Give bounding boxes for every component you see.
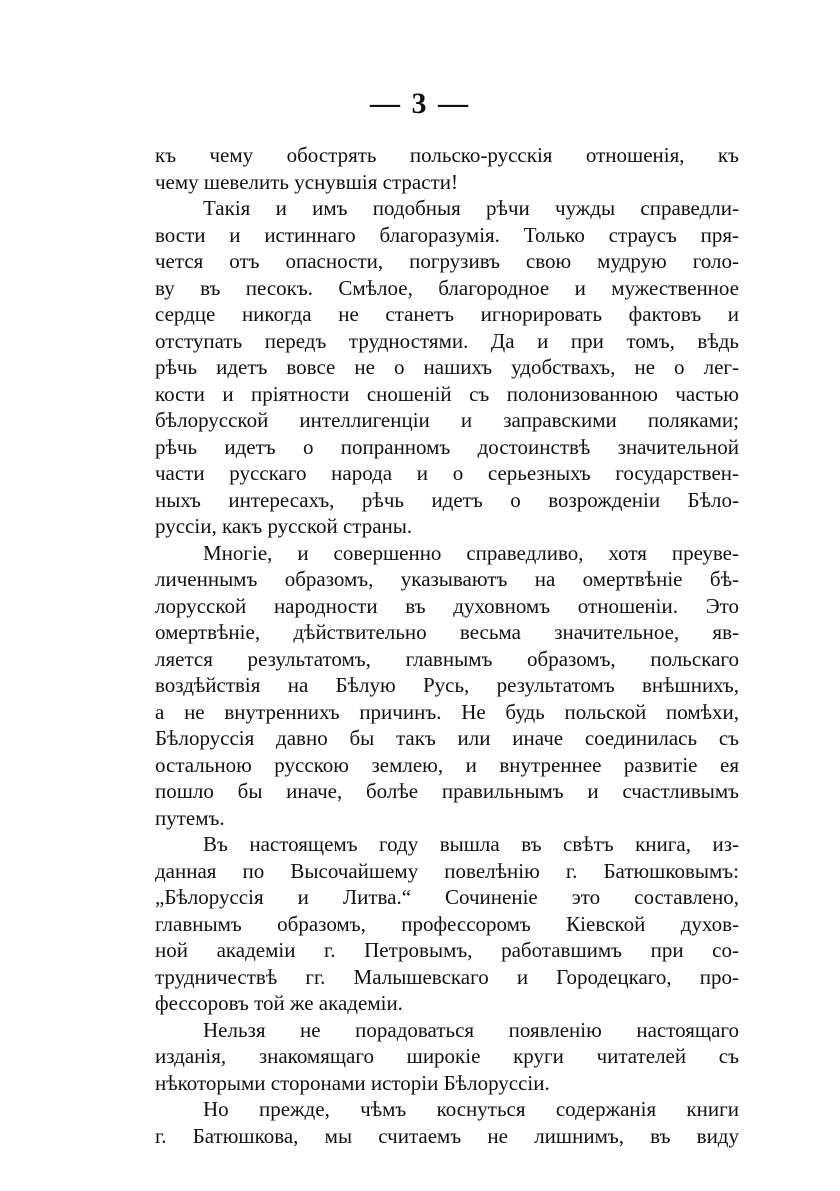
- text-line: нѣкоторыми сторонами исторіи Бѣлоруссіи.: [155, 1070, 550, 1095]
- text-line: изданія, знакомящаго широкіе круги читателей съ: [155, 1044, 739, 1068]
- text-line: къ чему обострять польско-русскія отношенія, къ: [155, 143, 739, 167]
- text-line: вости и истиннаго благоразумія. Только страусъ пря-: [155, 222, 739, 247]
- text-line: рѣчь идетъ о попранномъ достоинствѣ значительной: [155, 434, 739, 459]
- text-line: ляется результатомъ, главнымъ образомъ, польскаго: [155, 646, 739, 671]
- paragraph-start-line: Такія и имъ подобныя рѣчи чужды справедли-: [203, 196, 739, 220]
- text-line: части русскаго народа и о серьезныхъ государствен-: [155, 461, 739, 485]
- text-line: ву въ песокъ. Смѣлое, благородное и мужественное: [155, 275, 739, 300]
- text-line: главнымъ образомъ, профессоромъ Кіевской духов-: [155, 911, 739, 936]
- text-line: сердце никогда не станетъ игнорировать фактовъ и: [155, 302, 739, 326]
- text-line: ной академіи г. Петровымъ, работавшимъ при со-: [155, 938, 739, 962]
- text-line: чется отъ опасности, погрузивъ свою мудрую голо-: [155, 249, 739, 273]
- paragraph-start-line: Нельзя не порадоваться появленію настоящаго: [203, 1017, 739, 1042]
- text-line: кости и пріятности сношеній съ полонизованною частью: [155, 381, 739, 406]
- text-line: отступать передъ трудностями. Да и при томъ, вѣдь: [155, 328, 739, 353]
- text-line: лорусской народности въ духовномъ отношеніи. Это: [155, 593, 739, 618]
- text-line: бѣлорусской интеллигенціи и заправскими поляками;: [155, 408, 739, 432]
- text-line: рѣчь идетъ вовсе не о нашихъ удобствахъ, не о лег-: [155, 355, 739, 379]
- text-line: трудничествѣ гг. Малышевскаго и Городецкаго, про-: [155, 964, 739, 989]
- text-line: ныхъ интересахъ, рѣчь идетъ о возрожденіи Бѣло-: [155, 487, 739, 512]
- text-line: пошло бы иначе, болѣе правильнымъ и счастливымъ: [155, 779, 739, 803]
- body-text: [155, 142, 739, 1149]
- text-line: путемъ.: [155, 805, 225, 830]
- text-line: остальною русскою землею, и внутреннее развитіе ея: [155, 752, 739, 777]
- text-line: фессоровъ той же академіи.: [155, 991, 403, 1015]
- text-line: воздѣйствія на Бѣлую Русь, результатомъ внѣшнихъ,: [155, 673, 739, 697]
- text-line: руссіи, какъ русской страны.: [155, 514, 413, 538]
- text-line: омертвѣніе, дѣйствительно весьма значительное, яв-: [155, 620, 739, 644]
- text-line: „Бѣлоруссія и Литва.“ Сочиненіе это составлено,: [155, 885, 739, 909]
- text-line: Бѣлоруссія давно бы такъ или иначе соединилась съ: [155, 726, 739, 750]
- text-line: данная по Высочайшему повелѣнію г. Батюшковымъ:: [155, 858, 739, 883]
- text-line: а не внутреннихъ причинъ. Не будь польской помѣхи,: [155, 699, 739, 724]
- text-line: г. Батюшкова, мы считаемъ не лишнимъ, въ виду: [155, 1123, 739, 1148]
- paragraph-start-line: Но прежде, чѣмъ коснуться содержанія книги: [203, 1097, 739, 1121]
- page-number: — 3 —: [370, 87, 470, 120]
- text-line: личеннымъ образомъ, указываютъ на омертвѣніе бѣ-: [155, 567, 739, 591]
- paragraph-start-line: Многіе, и совершенно справедливо, хотя преуве-: [203, 540, 739, 565]
- text-line: чему шевелить уснувшія страсти!: [155, 169, 458, 194]
- paragraph-start-line: Въ настоящемъ году вышла въ свѣтъ книга, из-: [203, 832, 739, 856]
